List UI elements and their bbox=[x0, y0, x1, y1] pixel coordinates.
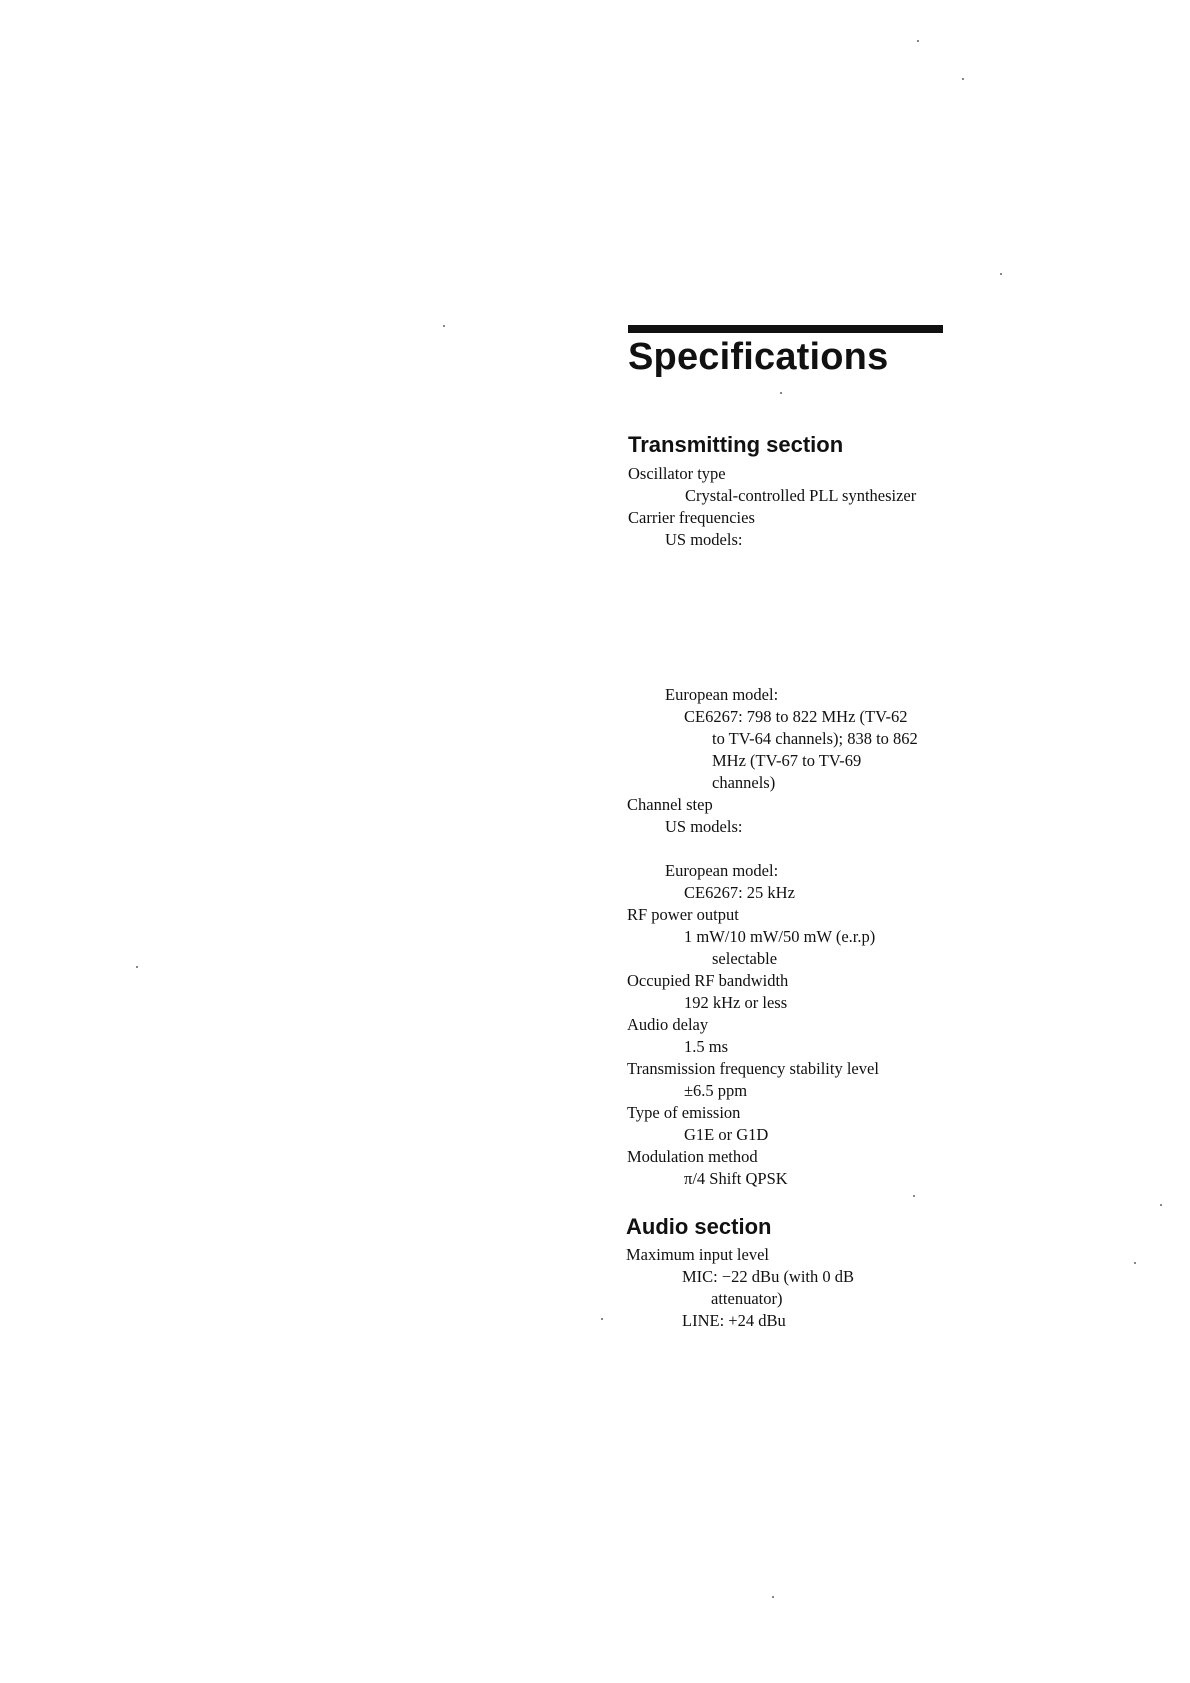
audio-section-heading: Audio section bbox=[626, 1214, 772, 1239]
step-label: Channel step bbox=[627, 795, 713, 814]
emission-label: Type of emission bbox=[627, 1103, 741, 1122]
scan-speck bbox=[913, 1195, 915, 1197]
max-input-label: Maximum input level bbox=[626, 1245, 769, 1264]
step-us-label: US models: bbox=[665, 817, 743, 836]
oscillator-label: Oscillator type bbox=[628, 464, 726, 483]
carrier-eu-line-1: CE6267: 798 to 822 MHz (TV-62 bbox=[684, 707, 908, 726]
title-rule bbox=[628, 325, 943, 333]
carrier-label: Carrier frequencies bbox=[628, 508, 755, 527]
carrier-eu-label: European model: bbox=[665, 685, 779, 704]
scan-speck bbox=[962, 78, 964, 80]
mic-level-line-1: MIC: −22 dBu (with 0 dB bbox=[682, 1267, 855, 1286]
mic-level-line-2: attenuator) bbox=[711, 1289, 783, 1308]
scan-speck bbox=[443, 325, 445, 327]
stability-label: Transmission frequency stability level bbox=[627, 1059, 879, 1078]
rf-power-value-2: selectable bbox=[712, 949, 778, 968]
step-eu-value: CE6267: 25 kHz bbox=[684, 883, 795, 902]
step-eu-label: European model: bbox=[665, 861, 779, 880]
scan-speck bbox=[1134, 1262, 1136, 1264]
page-title: Specifications bbox=[628, 336, 889, 378]
audio-delay-value: 1.5 ms bbox=[684, 1037, 729, 1056]
scan-speck bbox=[1160, 1204, 1162, 1206]
modulation-label: Modulation method bbox=[627, 1147, 758, 1166]
scan-speck bbox=[601, 1318, 603, 1320]
audio-delay-label: Audio delay bbox=[627, 1015, 709, 1034]
line-level: LINE: +24 dBu bbox=[682, 1311, 786, 1330]
carrier-eu-line-2: to TV-64 channels); 838 to 862 bbox=[712, 729, 918, 748]
bandwidth-value: 192 kHz or less bbox=[684, 993, 788, 1012]
rf-power-label: RF power output bbox=[627, 905, 739, 924]
bandwidth-label: Occupied RF bandwidth bbox=[627, 971, 789, 990]
oscillator-value: Crystal-controlled PLL synthesizer bbox=[685, 486, 917, 505]
scan-speck bbox=[1000, 273, 1002, 275]
carrier-us-label: US models: bbox=[665, 530, 743, 549]
rf-power-value-1: 1 mW/10 mW/50 mW (e.r.p) bbox=[684, 927, 876, 946]
modulation-value: π/4 Shift QPSK bbox=[684, 1169, 788, 1188]
scan-speck bbox=[917, 40, 919, 42]
scan-speck bbox=[772, 1596, 774, 1598]
scan-speck bbox=[136, 966, 138, 968]
stability-value: ±6.5 ppm bbox=[684, 1081, 748, 1100]
carrier-eu-line-3: MHz (TV-67 to TV-69 bbox=[712, 751, 862, 770]
carrier-eu-line-4: channels) bbox=[712, 773, 776, 792]
emission-value: G1E or G1D bbox=[684, 1125, 769, 1144]
scan-speck bbox=[780, 392, 782, 394]
transmitting-section-heading: Transmitting section bbox=[628, 432, 844, 457]
